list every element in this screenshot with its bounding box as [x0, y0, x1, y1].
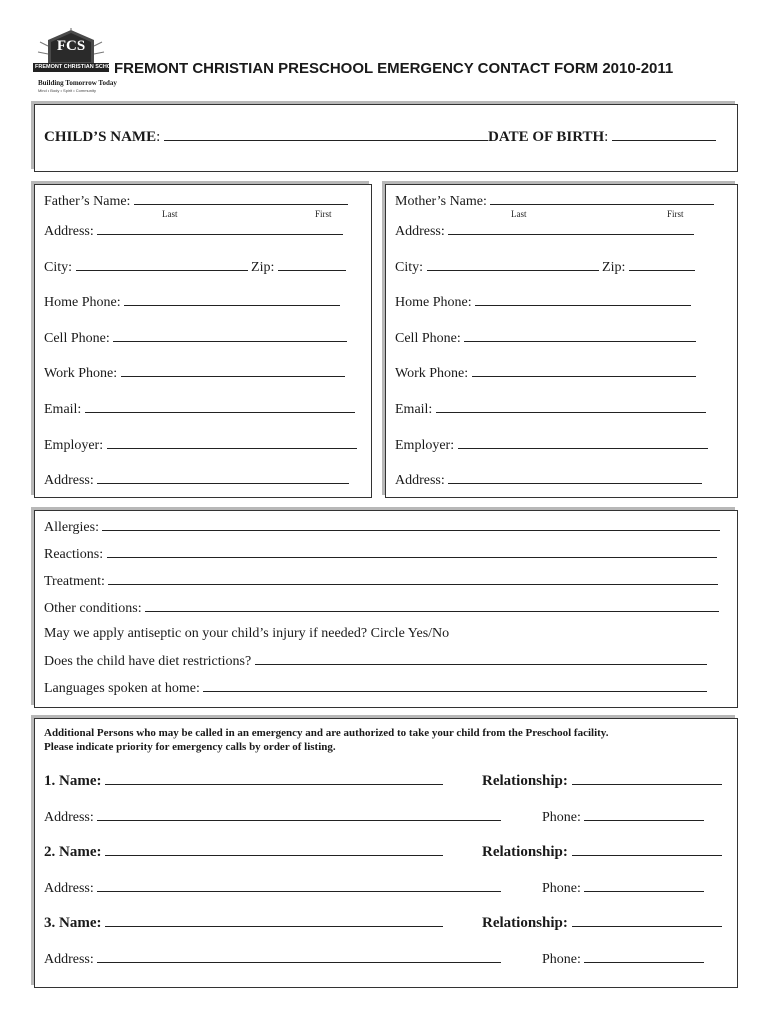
child-name-field[interactable]: CHILD’S NAME: DATE OF BIRTH:	[44, 128, 716, 145]
person-3-name-field[interactable]	[44, 914, 443, 931]
person-3-phone-field[interactable]	[542, 950, 704, 968]
person-3-address-field[interactable]	[44, 950, 501, 968]
other-conditions-field[interactable]	[44, 599, 719, 617]
mother-first-label: First	[667, 209, 684, 219]
father-home-phone-label: Home Phone:	[44, 295, 121, 310]
mother-employer-label: Employer:	[395, 438, 455, 453]
person-3-relationship-label: Relationship:	[482, 915, 568, 931]
person-2-address-label: Address:	[44, 881, 94, 896]
person-2-name-field[interactable]	[44, 843, 443, 860]
mother-employer-address-field[interactable]	[395, 471, 702, 489]
mother-city-label: City:	[395, 260, 424, 275]
father-cell-phone-field[interactable]	[44, 329, 347, 347]
person-1-phone-field[interactable]	[542, 808, 704, 826]
person-2-name-label: 2. Name:	[44, 844, 102, 860]
dob-label: DATE OF BIRTH	[488, 129, 605, 145]
mother-home-phone-label: Home Phone:	[395, 295, 472, 310]
father-home-phone-field[interactable]	[44, 293, 340, 311]
additional-intro-1: Additional Persons who may be called in an emergency and are authorized to take your child from the Preschool facility.	[44, 727, 609, 739]
additional-intro-2: Please indicate priority for emergency calls by order of listing.	[44, 741, 336, 753]
person-3-phone-label: Phone:	[542, 952, 581, 967]
mother-employer-address-label: Address:	[395, 473, 445, 488]
father-city-field[interactable]	[44, 258, 346, 276]
logo-school-name: FREMONT CHRISTIAN SCHOOL	[35, 64, 119, 70]
father-zip-label: Zip:	[251, 260, 275, 275]
languages-field[interactable]	[44, 679, 707, 697]
person-1-relationship-field[interactable]	[482, 772, 722, 789]
treatment-field[interactable]	[44, 572, 718, 590]
languages-label: Languages spoken at home:	[44, 681, 200, 696]
reactions-field[interactable]	[44, 545, 717, 563]
mother-name-field[interactable]	[395, 192, 714, 210]
father-work-phone-field[interactable]	[44, 364, 345, 382]
logo-subtag: Mind • Body • Spirit • Community	[38, 88, 96, 93]
child-name-label: CHILD’S NAME	[44, 129, 157, 145]
person-1-name-label: 1. Name:	[44, 773, 102, 789]
page-title: FREMONT CHRISTIAN PRESCHOOL EMERGENCY CONTACT FORM 2010-2011	[114, 60, 674, 77]
mother-last-label: Last	[511, 209, 527, 219]
mother-zip-label: Zip:	[602, 260, 626, 275]
allergies-field[interactable]	[44, 518, 720, 536]
other-conditions-label: Other conditions:	[44, 601, 142, 616]
school-logo	[30, 28, 119, 96]
father-cell-phone-label: Cell Phone:	[44, 331, 110, 346]
mother-cell-phone-field[interactable]	[395, 329, 696, 347]
mother-employer-field[interactable]	[395, 436, 708, 454]
father-email-label: Email:	[44, 402, 82, 417]
treatment-label: Treatment:	[44, 574, 105, 589]
father-last-label: Last	[162, 209, 178, 219]
person-2-phone-field[interactable]	[542, 879, 704, 897]
allergies-label: Allergies:	[44, 520, 99, 535]
father-employer-label: Employer:	[44, 438, 104, 453]
person-1-name-field[interactable]	[44, 772, 443, 789]
father-employer-address-label: Address:	[44, 473, 94, 488]
mother-email-label: Email:	[395, 402, 433, 417]
mother-email-field[interactable]	[395, 400, 706, 418]
father-address-field[interactable]	[44, 222, 343, 240]
person-1-address-label: Address:	[44, 810, 94, 825]
person-2-phone-label: Phone:	[542, 881, 581, 896]
father-address-label: Address:	[44, 224, 94, 239]
reactions-label: Reactions:	[44, 547, 104, 562]
person-2-address-field[interactable]	[44, 879, 501, 897]
person-3-address-label: Address:	[44, 952, 94, 967]
person-3-name-label: 3. Name:	[44, 915, 102, 931]
father-first-label: First	[315, 209, 332, 219]
mother-work-phone-field[interactable]	[395, 364, 696, 382]
diet-restrictions-field[interactable]	[44, 652, 707, 670]
diet-restrictions-label: Does the child have diet restrictions?	[44, 654, 252, 669]
mother-home-phone-field[interactable]	[395, 293, 691, 311]
mother-cell-phone-label: Cell Phone:	[395, 331, 461, 346]
person-1-relationship-label: Relationship:	[482, 773, 568, 789]
mother-work-phone-label: Work Phone:	[395, 366, 469, 381]
father-employer-address-field[interactable]	[44, 471, 349, 489]
mother-name-label: Mother’s Name:	[395, 194, 487, 209]
mother-address-label: Address:	[395, 224, 445, 239]
father-name-label: Father’s Name:	[44, 194, 131, 209]
person-3-relationship-field[interactable]	[482, 914, 722, 931]
mother-city-field[interactable]	[395, 258, 695, 276]
father-work-phone-label: Work Phone:	[44, 366, 118, 381]
antiseptic-question[interactable]: May we apply antiseptic on your child’s injury if needed? Circle Yes/No	[44, 626, 450, 641]
person-1-address-field[interactable]	[44, 808, 501, 826]
father-name-field[interactable]	[44, 192, 348, 210]
mother-address-field[interactable]	[395, 222, 694, 240]
father-city-label: City:	[44, 260, 73, 275]
person-2-relationship-label: Relationship:	[482, 844, 568, 860]
person-1-phone-label: Phone:	[542, 810, 581, 825]
logo-tagline: Building Tomorrow Today	[38, 79, 117, 87]
logo-initials: FCS	[56, 38, 86, 54]
father-email-field[interactable]	[44, 400, 355, 418]
person-2-relationship-field[interactable]	[482, 843, 722, 860]
father-employer-field[interactable]	[44, 436, 357, 454]
